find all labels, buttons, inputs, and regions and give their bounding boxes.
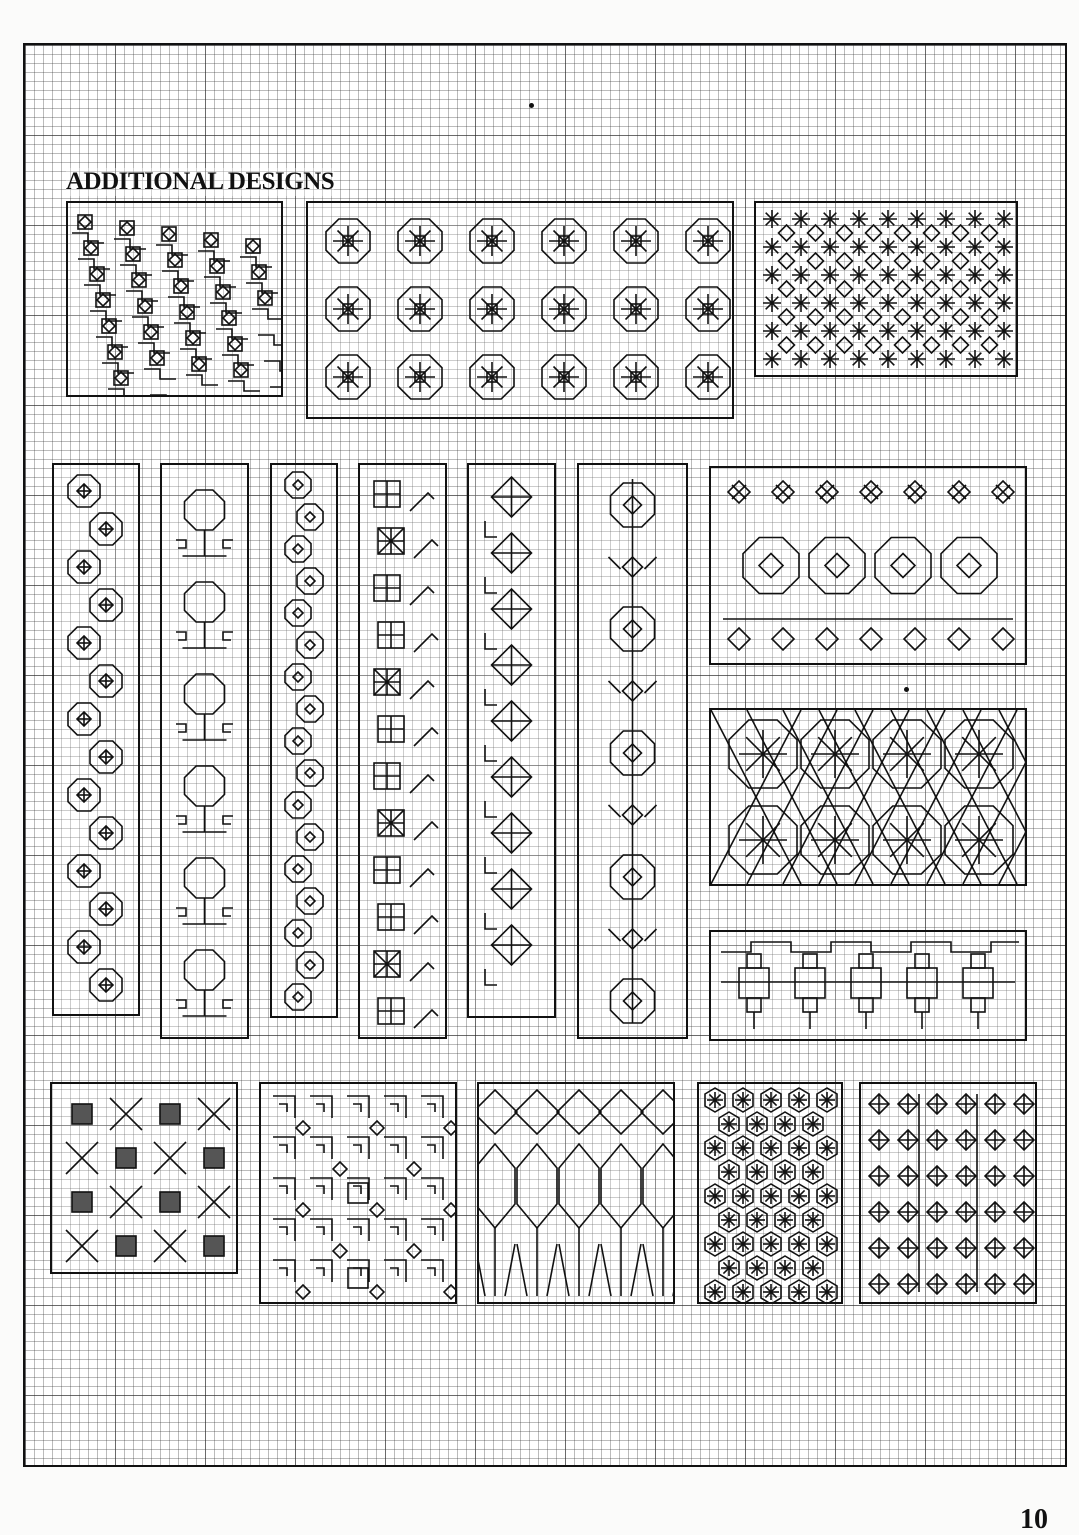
stitch-line xyxy=(505,1244,515,1296)
octagon-motif xyxy=(285,984,311,1010)
stitch-path xyxy=(223,1000,233,1008)
diamond-motif xyxy=(924,337,940,353)
diamond-motif xyxy=(837,253,853,269)
diamond-motif xyxy=(370,1203,384,1217)
stitch-path xyxy=(264,361,281,371)
stitch-path xyxy=(609,929,621,941)
diamond-motif xyxy=(982,337,998,353)
stitch-path xyxy=(485,521,497,537)
stitch-path xyxy=(609,681,621,693)
diamond-motif xyxy=(837,225,853,241)
stitch-path xyxy=(310,1096,332,1118)
diamond-motif xyxy=(772,628,794,650)
stitch-line xyxy=(601,1244,611,1296)
diamond-motif xyxy=(407,1162,421,1176)
stitch-square xyxy=(116,1236,136,1256)
diamond-motif xyxy=(370,1121,384,1135)
octagon-motif xyxy=(185,490,225,530)
stitch-path xyxy=(279,1268,287,1276)
stitch-path xyxy=(316,1268,324,1276)
diamond-motif xyxy=(293,992,303,1002)
diamond-motif xyxy=(953,281,969,297)
diamond-motif xyxy=(479,1090,517,1134)
stitch-path xyxy=(310,1219,332,1241)
octagon-motif xyxy=(185,858,225,898)
diamond-motif xyxy=(333,1244,347,1258)
stitch-square xyxy=(747,998,761,1012)
stitch-path xyxy=(421,1219,443,1241)
stitch-square xyxy=(204,1236,224,1256)
stitch-path xyxy=(279,1104,287,1112)
stitch-path xyxy=(347,1137,369,1159)
stitch-square xyxy=(915,954,929,968)
stitch-square xyxy=(348,1268,368,1288)
stitch-path xyxy=(485,801,497,817)
stitch-path xyxy=(353,1186,361,1194)
diamond-motif xyxy=(557,1090,601,1134)
octagon-motif xyxy=(743,538,799,594)
stitch-path xyxy=(310,1137,332,1159)
diamond-motif xyxy=(816,628,838,650)
diamond-motif xyxy=(860,628,882,650)
stitch-line xyxy=(631,1244,641,1296)
stitch-path xyxy=(390,1145,398,1153)
diamond-motif xyxy=(866,309,882,325)
pattern-drawing xyxy=(162,465,247,1037)
diamond-motif xyxy=(169,254,181,266)
diamond-motif xyxy=(293,544,303,554)
stitch-line xyxy=(479,1244,485,1296)
stitch-path xyxy=(279,1145,287,1153)
diamond-motif xyxy=(953,309,969,325)
diamond-motif xyxy=(444,1285,455,1299)
diamond-motif xyxy=(293,672,303,682)
ogee-motif xyxy=(517,1144,557,1228)
design-l-shaped-maze-square xyxy=(259,1082,457,1304)
stitch-path xyxy=(421,1178,443,1200)
stitch-path xyxy=(721,942,1019,952)
stitch-square xyxy=(859,954,873,968)
diamond-motif xyxy=(121,222,133,234)
diamond-motif xyxy=(948,628,970,650)
stitch-line xyxy=(517,1244,527,1296)
stitch-path xyxy=(390,1186,398,1194)
diamond-motif xyxy=(293,800,303,810)
diamond-motif xyxy=(866,337,882,353)
stitch-path xyxy=(410,587,434,605)
octagon-motif xyxy=(297,824,323,850)
octagon-motif xyxy=(941,538,997,594)
diamond-motif xyxy=(895,281,911,297)
design-diamond-cross-grid xyxy=(859,1082,1037,1304)
stitch-path xyxy=(223,540,233,548)
stitch-square xyxy=(971,998,985,1012)
stitch-path xyxy=(410,869,434,887)
diamond-motif xyxy=(247,240,259,252)
diamond-motif xyxy=(305,512,315,522)
stitch-path xyxy=(427,1145,435,1153)
diamond-motif xyxy=(837,309,853,325)
stitch-path xyxy=(186,375,218,385)
stitch-square xyxy=(160,1104,180,1124)
stitch-path xyxy=(279,1227,287,1235)
pattern-drawing xyxy=(52,1084,236,1272)
stitch-path xyxy=(228,381,260,391)
diamond-motif xyxy=(127,248,139,260)
stitch-path xyxy=(414,822,438,840)
diamond-motif xyxy=(982,253,998,269)
stitch-square xyxy=(795,968,825,998)
diamond-motif xyxy=(407,1244,421,1258)
octagon-motif xyxy=(297,696,323,722)
pattern-drawing xyxy=(699,1084,841,1302)
stitch-path xyxy=(410,493,434,511)
stitch-line xyxy=(559,1244,569,1296)
pattern-drawing xyxy=(711,468,1025,663)
stitch-line xyxy=(547,1244,557,1296)
stitch-path xyxy=(176,816,186,824)
diamond-motif xyxy=(825,554,849,578)
stitch-square xyxy=(803,998,817,1012)
stitch-path xyxy=(258,335,281,345)
stitch-path xyxy=(176,724,186,732)
stitch-path xyxy=(353,1104,361,1112)
stitch-path xyxy=(310,1260,332,1282)
diamond-motif xyxy=(293,864,303,874)
stitch-path xyxy=(384,1096,406,1118)
stitch-path xyxy=(223,632,233,640)
design-ogee-lattice xyxy=(477,1082,675,1304)
pattern-drawing xyxy=(711,710,1025,884)
pattern-drawing xyxy=(261,1084,455,1302)
stitch-path xyxy=(176,540,186,548)
diamond-motif xyxy=(891,554,915,578)
stitch-path xyxy=(273,1178,295,1200)
octagon-motif xyxy=(185,674,225,714)
diamond-motif xyxy=(296,1203,310,1217)
diamond-motif xyxy=(808,281,824,297)
stitch-path xyxy=(316,1145,324,1153)
pattern-drawing xyxy=(308,203,732,417)
diamond-motif xyxy=(293,480,303,490)
stitch-square xyxy=(859,998,873,1012)
stitch-path xyxy=(427,1268,435,1276)
stitch-path xyxy=(273,1096,295,1118)
stitch-square xyxy=(204,1148,224,1168)
stitch-path xyxy=(223,816,233,824)
diamond-motif xyxy=(515,1090,559,1134)
diamond-motif xyxy=(953,337,969,353)
stitch-path xyxy=(427,1104,435,1112)
stitch-square xyxy=(739,968,769,998)
stitch-path xyxy=(485,857,497,873)
diamond-motif xyxy=(904,628,926,650)
stitch-path xyxy=(347,1096,369,1118)
diamond-motif xyxy=(837,337,853,353)
design-braided-chain-band xyxy=(270,463,338,1018)
octagon-motif xyxy=(297,632,323,658)
octagon-motif xyxy=(285,664,311,690)
stitch-path xyxy=(384,1260,406,1282)
octagon-motif xyxy=(285,472,311,498)
stitch-path xyxy=(353,1268,361,1276)
diamond-motif xyxy=(779,309,795,325)
octagon-motif xyxy=(297,504,323,530)
diamond-motif xyxy=(305,576,315,586)
stitch-square xyxy=(116,1148,136,1168)
diamond-motif xyxy=(895,337,911,353)
diamond-motif xyxy=(296,1121,310,1135)
octagon-motif xyxy=(285,920,311,946)
stitch-path xyxy=(410,681,434,699)
diamond-motif xyxy=(333,1162,347,1176)
stitch-square xyxy=(160,1192,180,1212)
stitch-path xyxy=(390,1104,398,1112)
pattern-drawing xyxy=(711,932,1025,1039)
stitch-path xyxy=(108,389,140,395)
pattern-drawing xyxy=(756,203,1016,375)
stitch-path xyxy=(410,775,434,793)
design-interlocking-diamond-band xyxy=(52,463,140,1016)
diamond-motif xyxy=(296,1285,310,1299)
diamond-motif xyxy=(759,554,783,578)
diamond-motif xyxy=(293,736,303,746)
stitch-path xyxy=(485,913,497,929)
ogee-motif xyxy=(601,1144,641,1228)
pattern-drawing xyxy=(68,203,281,395)
stitch-path xyxy=(347,1178,369,1200)
ink-speck xyxy=(904,687,909,692)
diamond-motif xyxy=(957,554,981,578)
stitch-path xyxy=(353,1227,361,1235)
diamond-motif xyxy=(205,234,217,246)
diamond-motif xyxy=(982,281,998,297)
diamond-motif xyxy=(808,309,824,325)
octagon-motif xyxy=(297,888,323,914)
diamond-motif xyxy=(779,281,795,297)
design-stepped-square-frieze xyxy=(709,930,1027,1041)
diamond-motif xyxy=(444,1203,455,1217)
page-title: ADDITIONAL DESIGNS xyxy=(66,168,335,195)
ink-speck xyxy=(529,103,534,108)
stitch-path xyxy=(310,1178,332,1200)
stitch-path xyxy=(279,1186,287,1194)
stitch-square xyxy=(72,1104,92,1124)
diamond-motif xyxy=(779,337,795,353)
design-checkered-cross-square xyxy=(50,1082,238,1274)
octagon-motif xyxy=(297,760,323,786)
stitch-path xyxy=(390,1227,398,1235)
stitch-path xyxy=(384,1137,406,1159)
pattern-drawing xyxy=(54,465,138,1014)
design-octagon-scroll-band xyxy=(160,463,249,1039)
diamond-motif xyxy=(779,253,795,269)
octagon-motif xyxy=(297,568,323,594)
diamond-motif xyxy=(305,832,315,842)
ogee-motif xyxy=(559,1144,599,1228)
stitch-path xyxy=(252,309,281,319)
octagon-motif xyxy=(185,582,225,622)
octagon-motif xyxy=(285,856,311,882)
diamond-motif xyxy=(924,281,940,297)
design-star-rosette-row xyxy=(306,201,734,419)
stitch-path xyxy=(347,1219,369,1241)
stitch-path xyxy=(353,1145,361,1153)
ogee-motif xyxy=(643,1144,673,1228)
pattern-drawing xyxy=(861,1084,1035,1302)
design-hexagon-star-lattice xyxy=(697,1082,843,1304)
diamond-motif xyxy=(808,253,824,269)
diamond-motif xyxy=(982,309,998,325)
stitch-path xyxy=(390,1268,398,1276)
ogee-motif xyxy=(479,1144,515,1228)
diamond-motif xyxy=(370,1285,384,1299)
pattern-drawing xyxy=(469,465,554,1016)
stitch-path xyxy=(414,1010,438,1028)
diamond-motif xyxy=(895,309,911,325)
stitch-square xyxy=(915,998,929,1012)
diamond-motif xyxy=(837,281,853,297)
diamond-motif xyxy=(895,253,911,269)
stitch-square xyxy=(803,954,817,968)
diamond-motif xyxy=(85,242,97,254)
pattern-drawing xyxy=(272,465,336,1016)
diamond-motif xyxy=(779,225,795,241)
design-zigzag-cross-band xyxy=(467,463,556,1018)
diamond-motif xyxy=(895,225,911,241)
pattern-drawing xyxy=(479,1084,673,1302)
octagon-motif xyxy=(285,536,311,562)
diamond-motif xyxy=(305,640,315,650)
diamond-motif xyxy=(992,628,1014,650)
pattern-drawing xyxy=(360,465,445,1037)
stitch-path xyxy=(485,969,497,985)
pattern-drawing xyxy=(579,465,686,1037)
stitch-path xyxy=(273,1219,295,1241)
diamond-motif xyxy=(728,628,750,650)
stitch-path xyxy=(421,1137,443,1159)
stitch-path xyxy=(384,1178,406,1200)
octagon-motif xyxy=(809,538,865,594)
stitch-path xyxy=(176,908,186,916)
stitch-path xyxy=(485,689,497,705)
diamond-motif xyxy=(808,337,824,353)
stitch-square xyxy=(851,968,881,998)
diamond-motif xyxy=(866,281,882,297)
octagon-motif xyxy=(185,766,225,806)
stitch-line xyxy=(589,1244,599,1296)
diamond-motif xyxy=(293,608,303,618)
diamond-motif xyxy=(79,216,91,228)
diamond-motif xyxy=(866,225,882,241)
stitch-path xyxy=(421,1096,443,1118)
stitch-path xyxy=(176,1000,186,1008)
stitch-path xyxy=(316,1104,324,1112)
diamond-motif xyxy=(924,253,940,269)
stitch-path xyxy=(144,369,176,379)
stitch-path xyxy=(273,1260,295,1282)
diamond-motif xyxy=(163,228,175,240)
design-star-lattice-small xyxy=(754,201,1018,377)
diamond-motif xyxy=(305,896,315,906)
stitch-path xyxy=(316,1186,324,1194)
stitch-path xyxy=(645,929,657,941)
stitch-line xyxy=(643,1244,653,1296)
stitch-path xyxy=(414,916,438,934)
diamond-motif xyxy=(293,928,303,938)
diamond-motif xyxy=(924,225,940,241)
design-knot-frieze xyxy=(709,466,1027,665)
octagon-motif xyxy=(285,728,311,754)
diamond-motif xyxy=(305,960,315,970)
stitch-path xyxy=(270,387,281,395)
stitch-path xyxy=(485,577,497,593)
diamond-motif xyxy=(953,225,969,241)
diamond-motif xyxy=(866,253,882,269)
stitch-path xyxy=(414,728,438,746)
diamond-motif xyxy=(444,1121,455,1135)
design-crossed-square-band xyxy=(358,463,447,1039)
stitch-path xyxy=(347,1260,369,1282)
stitch-path xyxy=(645,557,657,569)
octagon-motif xyxy=(297,952,323,978)
stitch-path xyxy=(273,1137,295,1159)
octagon-motif xyxy=(285,600,311,626)
stitch-path xyxy=(223,908,233,916)
stitch-square xyxy=(747,954,761,968)
stitch-path xyxy=(414,634,438,652)
stitch-path xyxy=(609,805,621,817)
stitch-path xyxy=(645,805,657,817)
diamond-motif xyxy=(924,309,940,325)
octagon-motif xyxy=(285,792,311,818)
design-wheel-lattice xyxy=(709,708,1027,886)
stitch-square xyxy=(907,968,937,998)
stitch-path xyxy=(645,681,657,693)
stitch-square xyxy=(963,968,993,998)
stitch-path xyxy=(176,632,186,640)
stitch-path xyxy=(485,745,497,761)
stitch-path xyxy=(421,1260,443,1282)
diamond-motif xyxy=(305,704,315,714)
stitch-path xyxy=(427,1227,435,1235)
stitch-path xyxy=(410,963,434,981)
stitch-path xyxy=(316,1227,324,1235)
octagon-motif xyxy=(875,538,931,594)
stitch-path xyxy=(427,1186,435,1194)
page-number: 10 xyxy=(1020,1504,1048,1535)
diamond-motif xyxy=(641,1090,673,1134)
octagon-motif xyxy=(185,950,225,990)
stitch-path xyxy=(414,540,438,558)
design-stepped-diagonal-band xyxy=(66,201,283,397)
stitch-square xyxy=(72,1192,92,1212)
stitch-path xyxy=(223,724,233,732)
diamond-motif xyxy=(953,253,969,269)
stitch-path xyxy=(485,633,497,649)
diamond-motif xyxy=(305,768,315,778)
diamond-motif xyxy=(599,1090,643,1134)
stitch-path xyxy=(609,557,621,569)
design-vine-diamond-band xyxy=(577,463,688,1039)
stitch-path xyxy=(384,1219,406,1241)
diamond-motif xyxy=(808,225,824,241)
stitch-square xyxy=(971,954,985,968)
diamond-motif xyxy=(982,225,998,241)
